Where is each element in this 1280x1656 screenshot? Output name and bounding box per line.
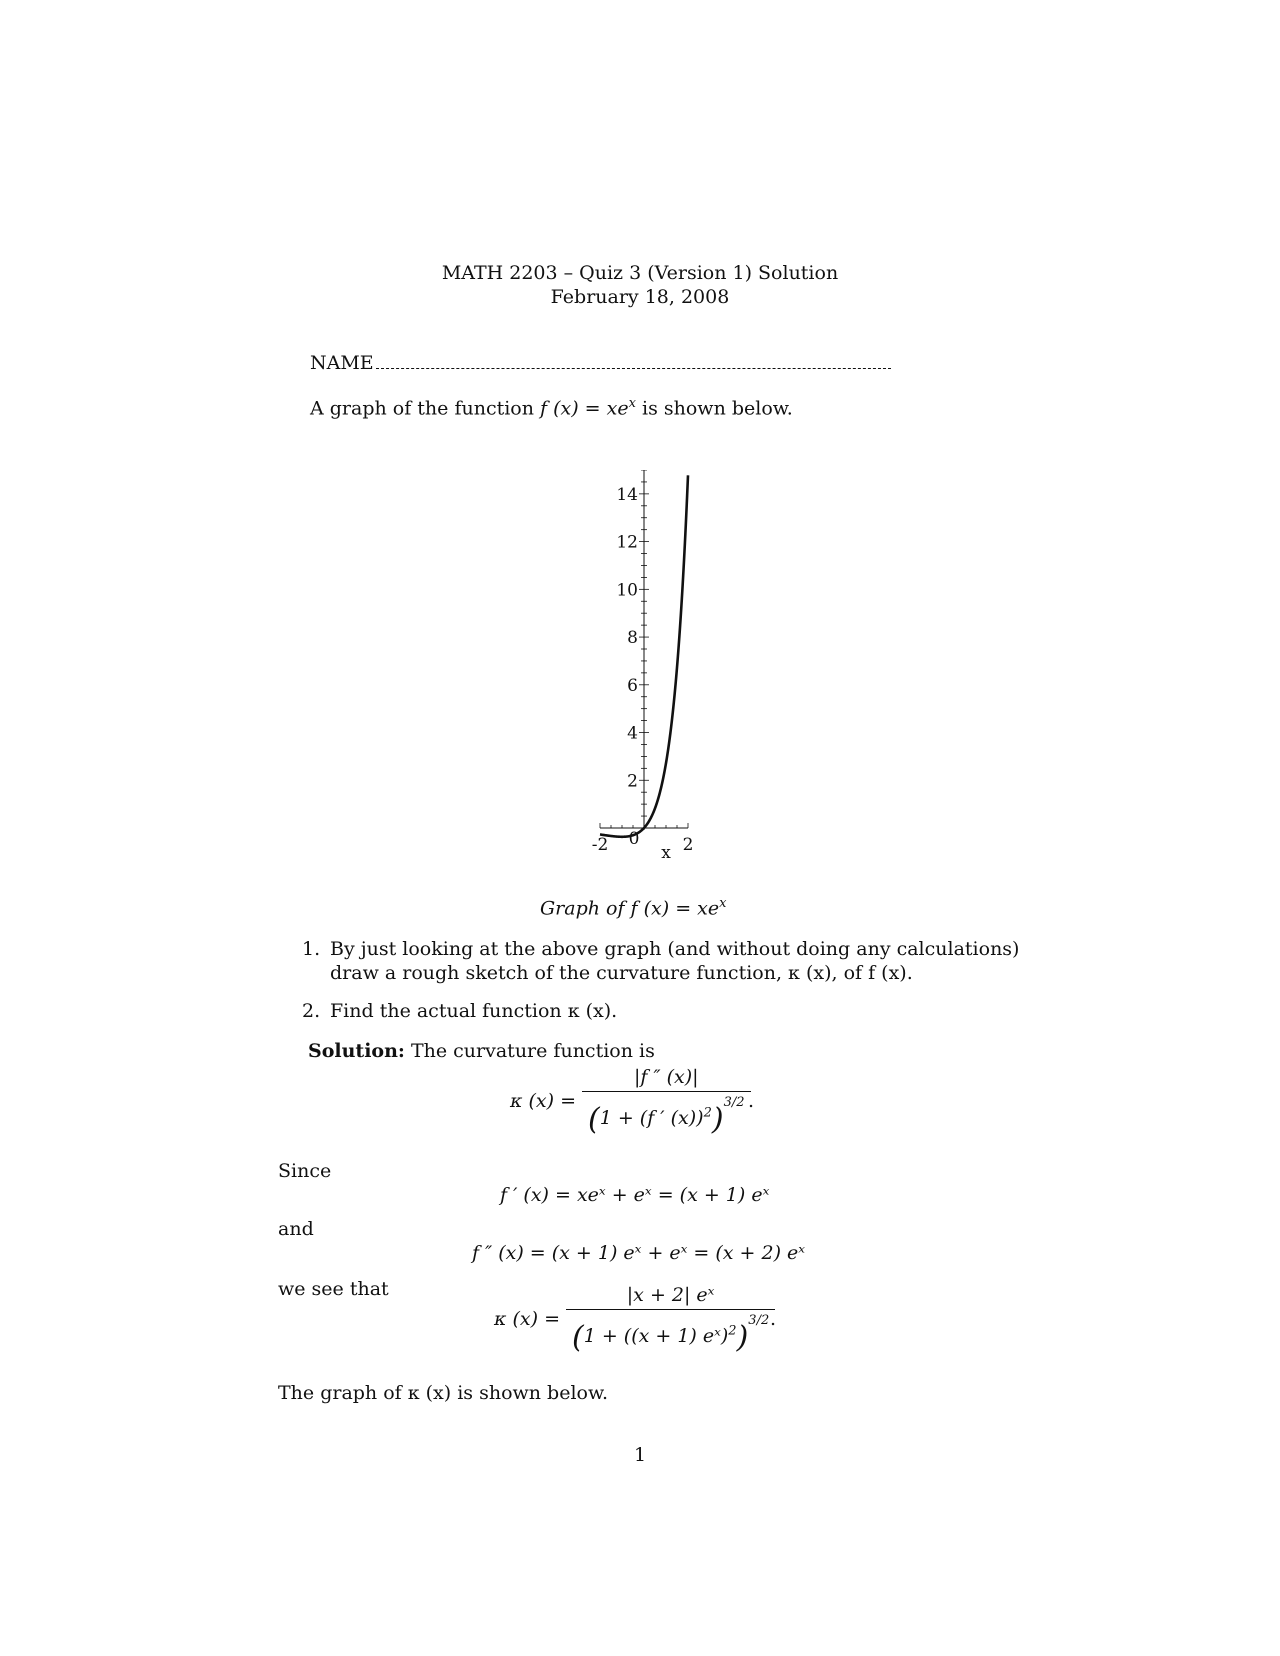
intro-text: A graph of the function [310,397,534,420]
eq4-outer-exp: 3/2 [748,1313,770,1328]
eq1-numerator: |f ″ (x)| [633,1066,699,1088]
eq4-numerator: |x + 2| eˣ [626,1284,715,1306]
name-label: NAME [310,352,374,374]
eq4-den-exp: 2 [728,1323,737,1339]
solution-text: The curvature function is [410,1040,655,1062]
eq1-fraction [582,1066,751,1137]
intro-line [310,396,793,419]
intro-suffix: is shown below. [642,397,793,420]
eq4-open-paren: ( [572,1320,584,1355]
y-tick-label: 6 [627,675,638,696]
eq4-close-paren: ) [736,1320,749,1355]
closing-line: The graph of κ (x) is shown below. [278,1382,609,1404]
eq1-open-paren: ( [588,1102,600,1137]
intro-func-exp: x [628,396,636,411]
y-tick-label: 10 [616,580,638,601]
graph-caption-text: Graph of f (x) = xe [540,897,720,920]
origin-label: 0 [628,829,640,849]
question-1-line-2: draw a rough sketch of the curvature function, κ (x), of f (x). [330,962,913,984]
eq1-tail: . [748,1090,755,1112]
page-title: MATH 2203 – Quiz 3 (Version 1) Solution [441,262,839,284]
intro-func-lhs: f (x) = [540,397,601,420]
and-label: and [278,1218,314,1240]
name-underline [376,350,891,369]
graph-caption-exp: x [719,896,727,911]
question-1-line-1: By just looking at the above graph (and without doing any calculations) [330,938,1020,960]
page-number: 1 [633,1444,647,1466]
eq4-fraction [566,1284,775,1355]
since-label: Since [278,1160,332,1182]
eq4-lhs: κ (x) = [494,1308,560,1330]
intro-func-rhs: xe [606,397,629,420]
eq1-denominator [582,1092,751,1137]
eq1-lhs: κ (x) = [510,1090,576,1112]
eq2: f ′ (x) = xeˣ + eˣ = (x + 1) eˣ [500,1184,770,1206]
x-tick-label: 2 [682,835,694,855]
solution-label: Solution: [308,1040,405,1062]
x-axis-label: x [661,843,671,863]
question-2-line-1: Find the actual function κ (x). [330,1000,618,1022]
eq1-close-paren: ) [711,1102,724,1137]
eq4-denominator [566,1310,775,1355]
graph-axes [600,470,688,830]
page-date: February 18, 2008 [550,286,730,308]
we-see-label: we see that [278,1278,389,1300]
y-tick-label: 2 [627,771,638,792]
y-tick-label: 8 [627,628,638,649]
question-2-number: 2. [302,1000,321,1022]
eq4-den-inner: 1 + ((x + 1) eˣ) [583,1325,729,1347]
function-graph [560,470,720,870]
eq3: f ″ (x) = (x + 1) eˣ + eˣ = (x + 2) eˣ [472,1242,806,1264]
eq1-den-exp: 2 [703,1105,712,1121]
y-tick-label: 12 [616,532,638,553]
graph-caption [540,896,726,919]
name-field [310,350,891,374]
eq1-den-inner: 1 + (f ′ (x)) [599,1107,704,1129]
y-tick-label: 4 [627,723,638,744]
y-tick-label: 14 [616,484,638,505]
question-1-number: 1. [302,938,321,960]
eq4-tail: . [770,1308,777,1330]
x-tick-label: -2 [591,835,609,855]
question-1 [302,938,320,960]
eq1-outer-exp: 3/2 [723,1095,745,1110]
solution-line [308,1040,655,1062]
